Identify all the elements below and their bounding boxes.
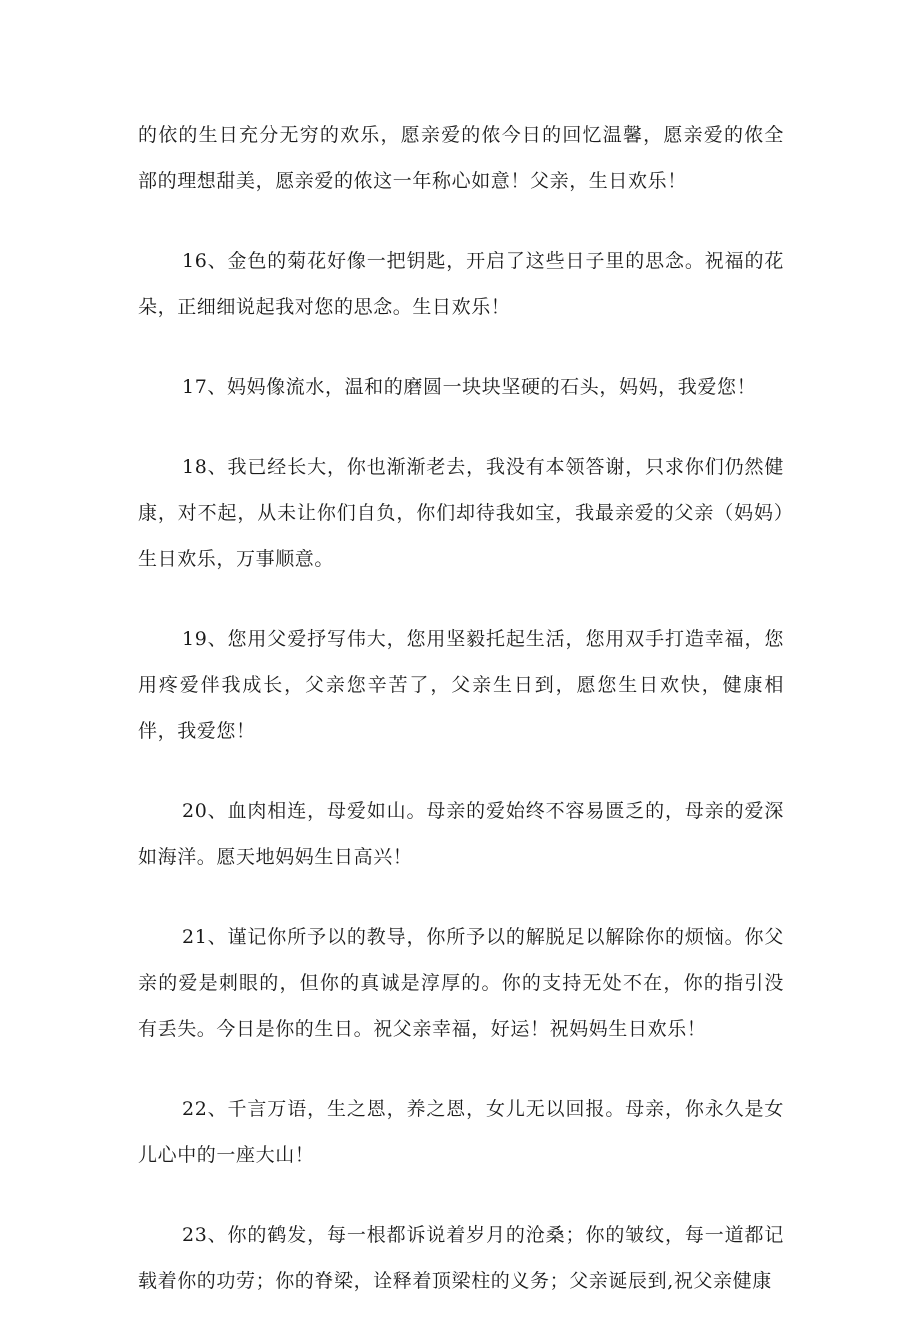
document-body: [138, 112, 784, 1338]
paragraph-item-21: 21、谨记你所予以的教导，你所予以的解脱足以解除你的烦恼。你父亲的爱是刺眼的，但你的真诚是淳厚的。你的支持无处不在，你的指引没有丢失。今日是你的生日。祝父亲幸福，好运！祝妈妈生日欢乐！: [138, 926, 784, 1040]
paragraph-continuation: 的依的生日充分无穷的欢乐，愿亲爱的侬今日的回忆温馨，愿亲爱的侬全部的理想甜美，愿亲爱的侬这一年称心如意！父亲，生日欢乐！: [138, 124, 784, 192]
paragraph-item-20: 20、血肉相连，母爱如山。母亲的爱始终不容易匮乏的，母亲的爱深如海洋。愿天地妈妈生日高兴！: [138, 800, 784, 868]
paragraph-item-23: 23、你的鹤发，每一根都诉说着岁月的沧桑；你的皱纹，每一道都记载着你的功劳；你的脊梁，诠释着顶梁柱的义务；父亲诞辰到,祝父亲健康: [138, 1224, 784, 1292]
paragraph-item-17: 17、妈妈像流水，温和的磨圆一块块坚硬的石头，妈妈，我爱您！: [182, 376, 757, 398]
paragraph-item-18: 18、我已经长大，你也渐渐老去，我没有本领答谢，只求你们仍然健康，对不起，从未让你们自负，你们却待我如宝，我最亲爱的父亲（妈妈）生日欢乐，万事顺意。: [138, 456, 784, 570]
paragraph-item-22: 22、千言万语，生之恩，养之恩，女儿无以回报。母亲，你永久是女儿心中的一座大山！: [138, 1098, 784, 1166]
paragraph-item-16: 16、金色的菊花好像一把钥匙，开启了这些日子里的思念。祝福的花朵，正细细说起我对您的思念。生日欢乐！: [138, 250, 784, 318]
paragraph-item-19: 19、您用父爱抒写伟大，您用坚毅托起生活，您用双手打造幸福，您用疼爱伴我成长，父亲您辛苦了，父亲生日到，愿您生日欢快，健康相伴，我爱您！: [138, 628, 784, 742]
